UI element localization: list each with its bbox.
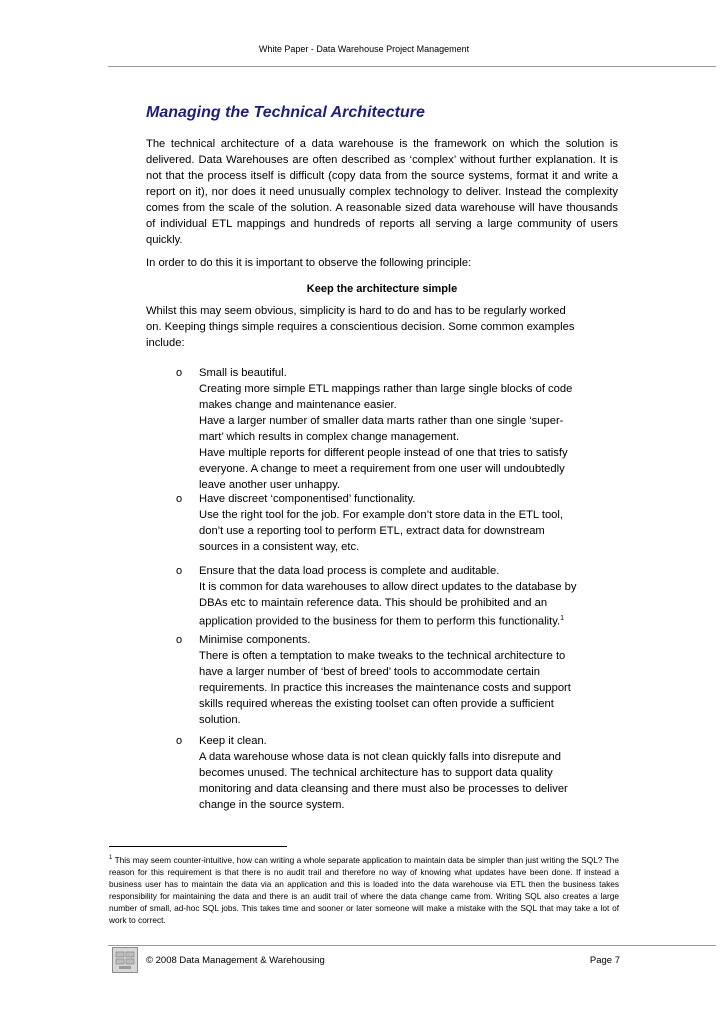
header-rule (108, 66, 716, 67)
footnote (109, 852, 619, 926)
paragraph-line: include: (146, 337, 185, 349)
bullet-line: requirements. In practice this increases the maintenance costs and support (199, 682, 571, 694)
bullet-line: solution. (199, 714, 241, 726)
bullet-line: makes change and maintenance easier. (199, 399, 397, 411)
bullet-line: Minimise components. (199, 634, 311, 646)
bullet-line: sources in a consistent way, etc. (199, 541, 360, 553)
bullet-line: Have a larger number of smaller data marts rather than one single ‘super- (199, 415, 564, 427)
bullet-line: change in the source system. (199, 799, 345, 811)
footnote-rule (109, 846, 287, 847)
footer-copyright: © 2008 Data Management & Warehousing (146, 955, 325, 966)
bullet-line: Use the right tool for the job. For example don’t store data in the ETL tool, (199, 509, 563, 521)
bullet-item (199, 632, 619, 728)
footer-rule (108, 945, 716, 946)
bullet-line: There is often a temptation to make tweaks to the technical architecture to (199, 650, 566, 662)
bullet-marker: o (176, 735, 183, 747)
bullet-line: Have discreet ‘componentised’ functionality. (199, 493, 416, 505)
section-title: Managing the Technical Architecture (146, 104, 425, 121)
intro-paragraph: The technical architecture of a data warehouse is the framework on which the solution is delivered. Data Warehouses are often described as ‘complex’ without further explanation. It is not that the process itself is difficult (copy data from the source systems, format it and write a report on it), nor does it need unusually complex technology to deliver. Instead the complexity comes from the scale of the solution. A reasonable sized data warehouse will have thousands of individual ETL mappings and hundreds of reports all serving a large community of users quickly. (146, 138, 618, 246)
bullet-line: skills required whereas the existing toolset can often provide a sufficient (199, 698, 554, 710)
bullet-line: It is common for data warehouses to allow direct updates to the database by (199, 581, 577, 593)
bullet-line: mart’ which results in complex change management. (199, 431, 460, 443)
bullet-line: monitoring and data cleansing and there must also be processes to deliver (199, 783, 568, 795)
bullet-line: Creating more simple ETL mappings rather than large single blocks of code (199, 383, 573, 395)
footnote-number: 1 (109, 855, 113, 861)
bullet-line: Have multiple reports for different people instead of one that tries to satisfy (199, 447, 568, 459)
page-header: White Paper - Data Warehouse Project Management (258, 44, 470, 54)
bullet-marker: o (176, 367, 183, 379)
bullet-line: leave another user unhappy. (199, 479, 340, 491)
bullet-item (199, 491, 619, 555)
principle-statement: Keep the architecture simple (306, 283, 458, 295)
lead-in-paragraph: In order to do this it is important to observe the following principle: (146, 257, 472, 269)
footnote-reference[interactable]: 1 (560, 615, 564, 622)
paragraph-line: on. Keeping things simple requires a conscientious decision. Some common examples (146, 321, 575, 333)
bullet-line: application provided to the business for them to perform this functionality. (199, 615, 561, 628)
bullet-line: don’t use a reporting tool to perform ETL, extract data for downstream (199, 525, 545, 537)
paragraph-2 (146, 303, 618, 351)
footnote-text: This may seem counter-intuitive, how can writing a whole separate application to maintain data be simpler than just writing the SQL? The reason for this requirement is that there is no audit trail and therefore no way of knowing what updates have been done. If instead a business user has to maintain the data via an application and this is loaded into the data warehouse via ETL then the business takes responsibility for maintaining the data and there is an audit trail of where the data change came from. Writing SQL also creates a large number of small, ad-hoc SQL jobs. This takes time and sooner or later someone will make a mistake with the SQL that may take a lot of work to correct. (109, 854, 619, 925)
bullet-item (199, 733, 619, 813)
bullet-item (199, 563, 619, 630)
bullet-line: Keep it clean. (199, 735, 267, 747)
bullet-line: becomes unused. The technical architecture has to support data quality (199, 767, 553, 779)
bullet-line: have a larger number of ‘best of breed’ tools to accommodate certain (199, 666, 540, 678)
bullet-line: DBAs etc to maintain reference data. This should be prohibited and an (199, 597, 548, 609)
paragraph-line: Whilst this may seem obvious, simplicity is hard to do and has to be regularly worked (146, 305, 566, 317)
bullet-marker: o (176, 565, 183, 577)
logo-graphic (113, 948, 137, 972)
company-logo-icon (112, 947, 138, 973)
bullet-marker: o (176, 634, 183, 646)
bullet-line: Ensure that the data load process is complete and auditable. (199, 565, 500, 577)
bullet-line: Small is beautiful. (199, 367, 287, 379)
bullet-marker: o (176, 493, 183, 505)
bullet-item (199, 365, 619, 493)
bullet-line: A data warehouse whose data is not clean quickly falls into disrepute and (199, 751, 561, 763)
footer-page-number: Page 7 (589, 955, 620, 966)
bullet-line: everyone. A change to meet a requirement from one user will undoubtedly (199, 463, 565, 475)
